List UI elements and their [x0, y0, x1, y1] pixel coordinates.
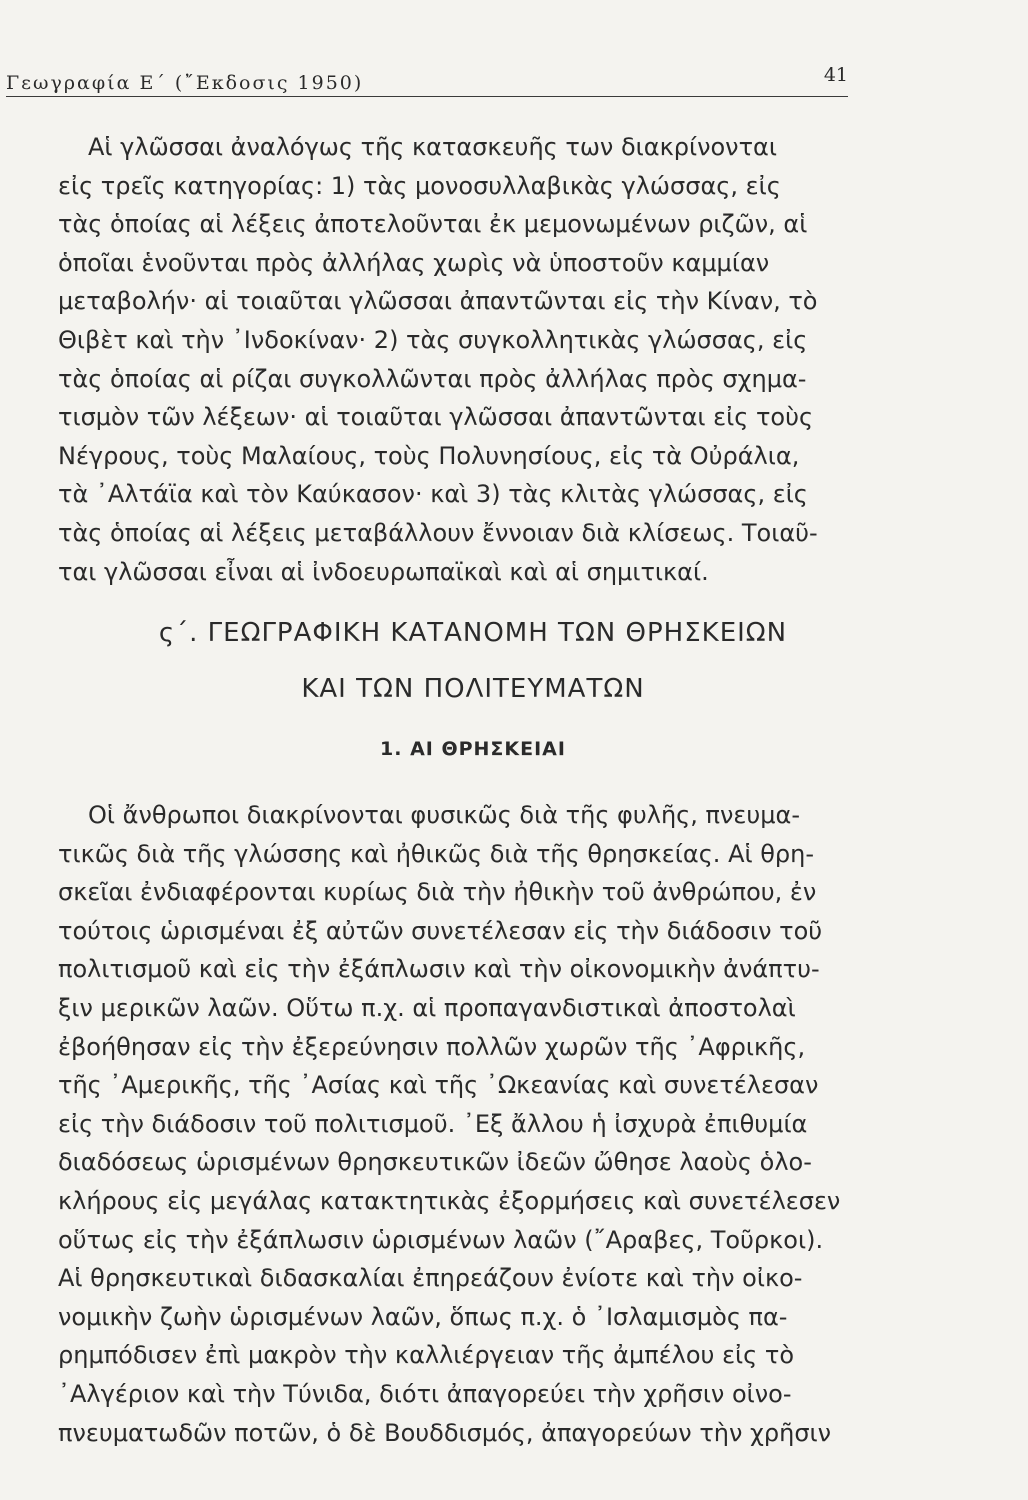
- text-line: διαδόσεως ὡρισμένων θρησκευτικῶν ἰδεῶν ὤθησε λαοὺς ὁλο-: [58, 1148, 812, 1177]
- text-line: μεταβολήν· αἱ τοιαῦται γλῶσσαι ἀπαντῶνται εἰς τὴν Κίναν, τὸ: [58, 287, 818, 316]
- text-line: πνευματωδῶν ποτῶν, ὁ δὲ Βουδδισμός, ἀπαγορεύων τὴν χρῆσιν: [58, 1418, 832, 1447]
- text-line: ᾿Αλγέριον καὶ τὴν Τύνιδα, διότι ἀπαγορεύει τὴν χρῆσιν οἰνο-: [58, 1379, 792, 1408]
- text-line: τικῶς διὰ τῆς γλώσσης καὶ ἠθικῶς διὰ τῆς θρησκείας. Αἱ θρη-: [58, 839, 815, 868]
- text-line: ται γλῶσσαι εἶναι αἱ ἰνδοευρωπαϊκαὶ καὶ αἱ σημιτικαί.: [58, 557, 709, 586]
- running-title: Γεωγραφία Ε΄ (῎Εκδοσις 1950): [6, 72, 364, 94]
- text-line: Αἱ θρησκευτικαὶ διδασκαλίαι ἐπηρεάζουν ἐνίοτε καὶ τὴν οἰκο-: [58, 1264, 803, 1293]
- text-line: ἐβοήθησαν εἰς τὴν ἐξερεύνησιν πολλῶν χωρῶν τῆς ᾿Αφρικῆς,: [58, 1032, 806, 1061]
- text-line: Νέγρους, τοὺς Μαλαίους, τοὺς Πολυνησίους, εἰς τὰ Οὐράλια,: [58, 441, 800, 470]
- text-line: τούτοις ὡρισμέναι ἐξ αὐτῶν συνετέλεσαν εἰς τὴν διάδοσιν τοῦ: [58, 916, 823, 945]
- header-rule: [6, 96, 848, 97]
- text-line: Οἱ ἄνθρωποι διακρίνονται φυσικῶς διὰ τῆς φυλῆς, πνευμα-: [88, 801, 800, 829]
- text-line: τισμὸν τῶν λέξεων· αἱ τοιαῦται γλῶσσαι ἀπαντῶνται εἰς τοὺς: [58, 403, 814, 432]
- text-line: κλήρους εἰς μεγάλας κατακτητικὰς ἐξορμήσεις καὶ συνετέλεσεν: [58, 1186, 841, 1215]
- text-line: Αἱ γλῶσσαι ἀναλόγως τῆς κατασκευῆς των διακρίνονται: [88, 133, 777, 161]
- text-line: Θιβὲτ καὶ τὴν ᾿Ινδοκίναν· 2) τὰς συγκολλητικὰς γλώσσας, εἰς: [58, 325, 808, 354]
- paragraph-languages: [58, 128, 888, 591]
- text-line: τὰ ᾿Αλτάϊα καὶ τὸν Καύκασον· καὶ 3) τὰς κλιτὰς γλώσσας, εἰς: [58, 480, 808, 509]
- text-line: εἰς τρεῖς κατηγορίας: 1) τὰς μονοσυλλαβικὰς γλώσσας, εἰς: [58, 171, 781, 200]
- section-heading-line-1: ς΄. ΓΕΩΓΡΑΦΙΚΗ ΚΑΤΑΝΟΜΗ ΤΩΝ ΘΡΗΣΚΕΙΩΝ: [158, 618, 788, 648]
- text-line: τὰς ὁποίας αἱ ρίζαι συγκολλῶνται πρὸς ἀλλήλας πρὸς σχημα-: [58, 364, 807, 393]
- text-line: σκεῖαι ἐνδιαφέρονται κυρίως διὰ τὴν ἠθικὴν τοῦ ἀνθρώπου, ἐν: [58, 878, 817, 907]
- text-line: εἰς τὴν διάδοσιν τοῦ πολιτισμοῦ. ᾿Εξ ἄλλου ἡ ἰσχυρὰ ἐπιθυμία: [58, 1109, 808, 1138]
- text-line: τὰς ὁποίας αἱ λέξεις ἀποτελοῦνται ἐκ μεμονωμένων ριζῶν, αἱ: [58, 210, 808, 239]
- text-line: τῆς ᾿Αμερικῆς, τῆς ᾿Ασίας καὶ τῆς ᾿Ωκεανίας καὶ συνετέλεσαν: [58, 1071, 819, 1100]
- text-line: ρημπόδισεν ἐπὶ μακρὸν τὴν καλλιέργειαν τῆς ἀμπέλου εἰς τὸ: [58, 1341, 795, 1370]
- text-line: τὰς ὁποίας αἱ λέξεις μεταβάλλουν ἔννοιαν διὰ κλίσεως. Τοιαῦ-: [58, 518, 818, 547]
- page-number: 41: [823, 64, 848, 86]
- text-line: νομικὴν ζωὴν ὡρισμένων λαῶν, ὅπως π.χ. ὁ ᾿Ισλαμισμὸς πα-: [58, 1302, 788, 1331]
- text-line: ὁποῖαι ἑνοῦνται πρὸς ἀλλήλας χωρὶς νὰ ὑποστοῦν καμμίαν: [58, 248, 770, 277]
- section-heading-line-2: ΚΑΙ ΤΩΝ ΠΟΛΙΤΕΥΜΑΤΩΝ: [301, 674, 645, 704]
- text-line: ξιν μερικῶν λαῶν. Οὕτω π.χ. αἱ προπαγανδιστικαὶ ἀποστολαὶ: [58, 993, 796, 1022]
- running-head: [6, 64, 848, 98]
- subsection-heading: 1. ΑΙ ΘΡΗΣΚΕΙΑΙ: [380, 738, 566, 760]
- paragraph-religions: [58, 796, 888, 1452]
- text-line: πολιτισμοῦ καὶ εἰς τὴν ἐξάπλωσιν καὶ τὴν οἰκονομικὴν ἀνάπτυ-: [58, 955, 820, 984]
- text-line: οὕτως εἰς τὴν ἐξάπλωσιν ὡρισμένων λαῶν (῎Αραβες, Τοῦρκοι).: [58, 1225, 824, 1254]
